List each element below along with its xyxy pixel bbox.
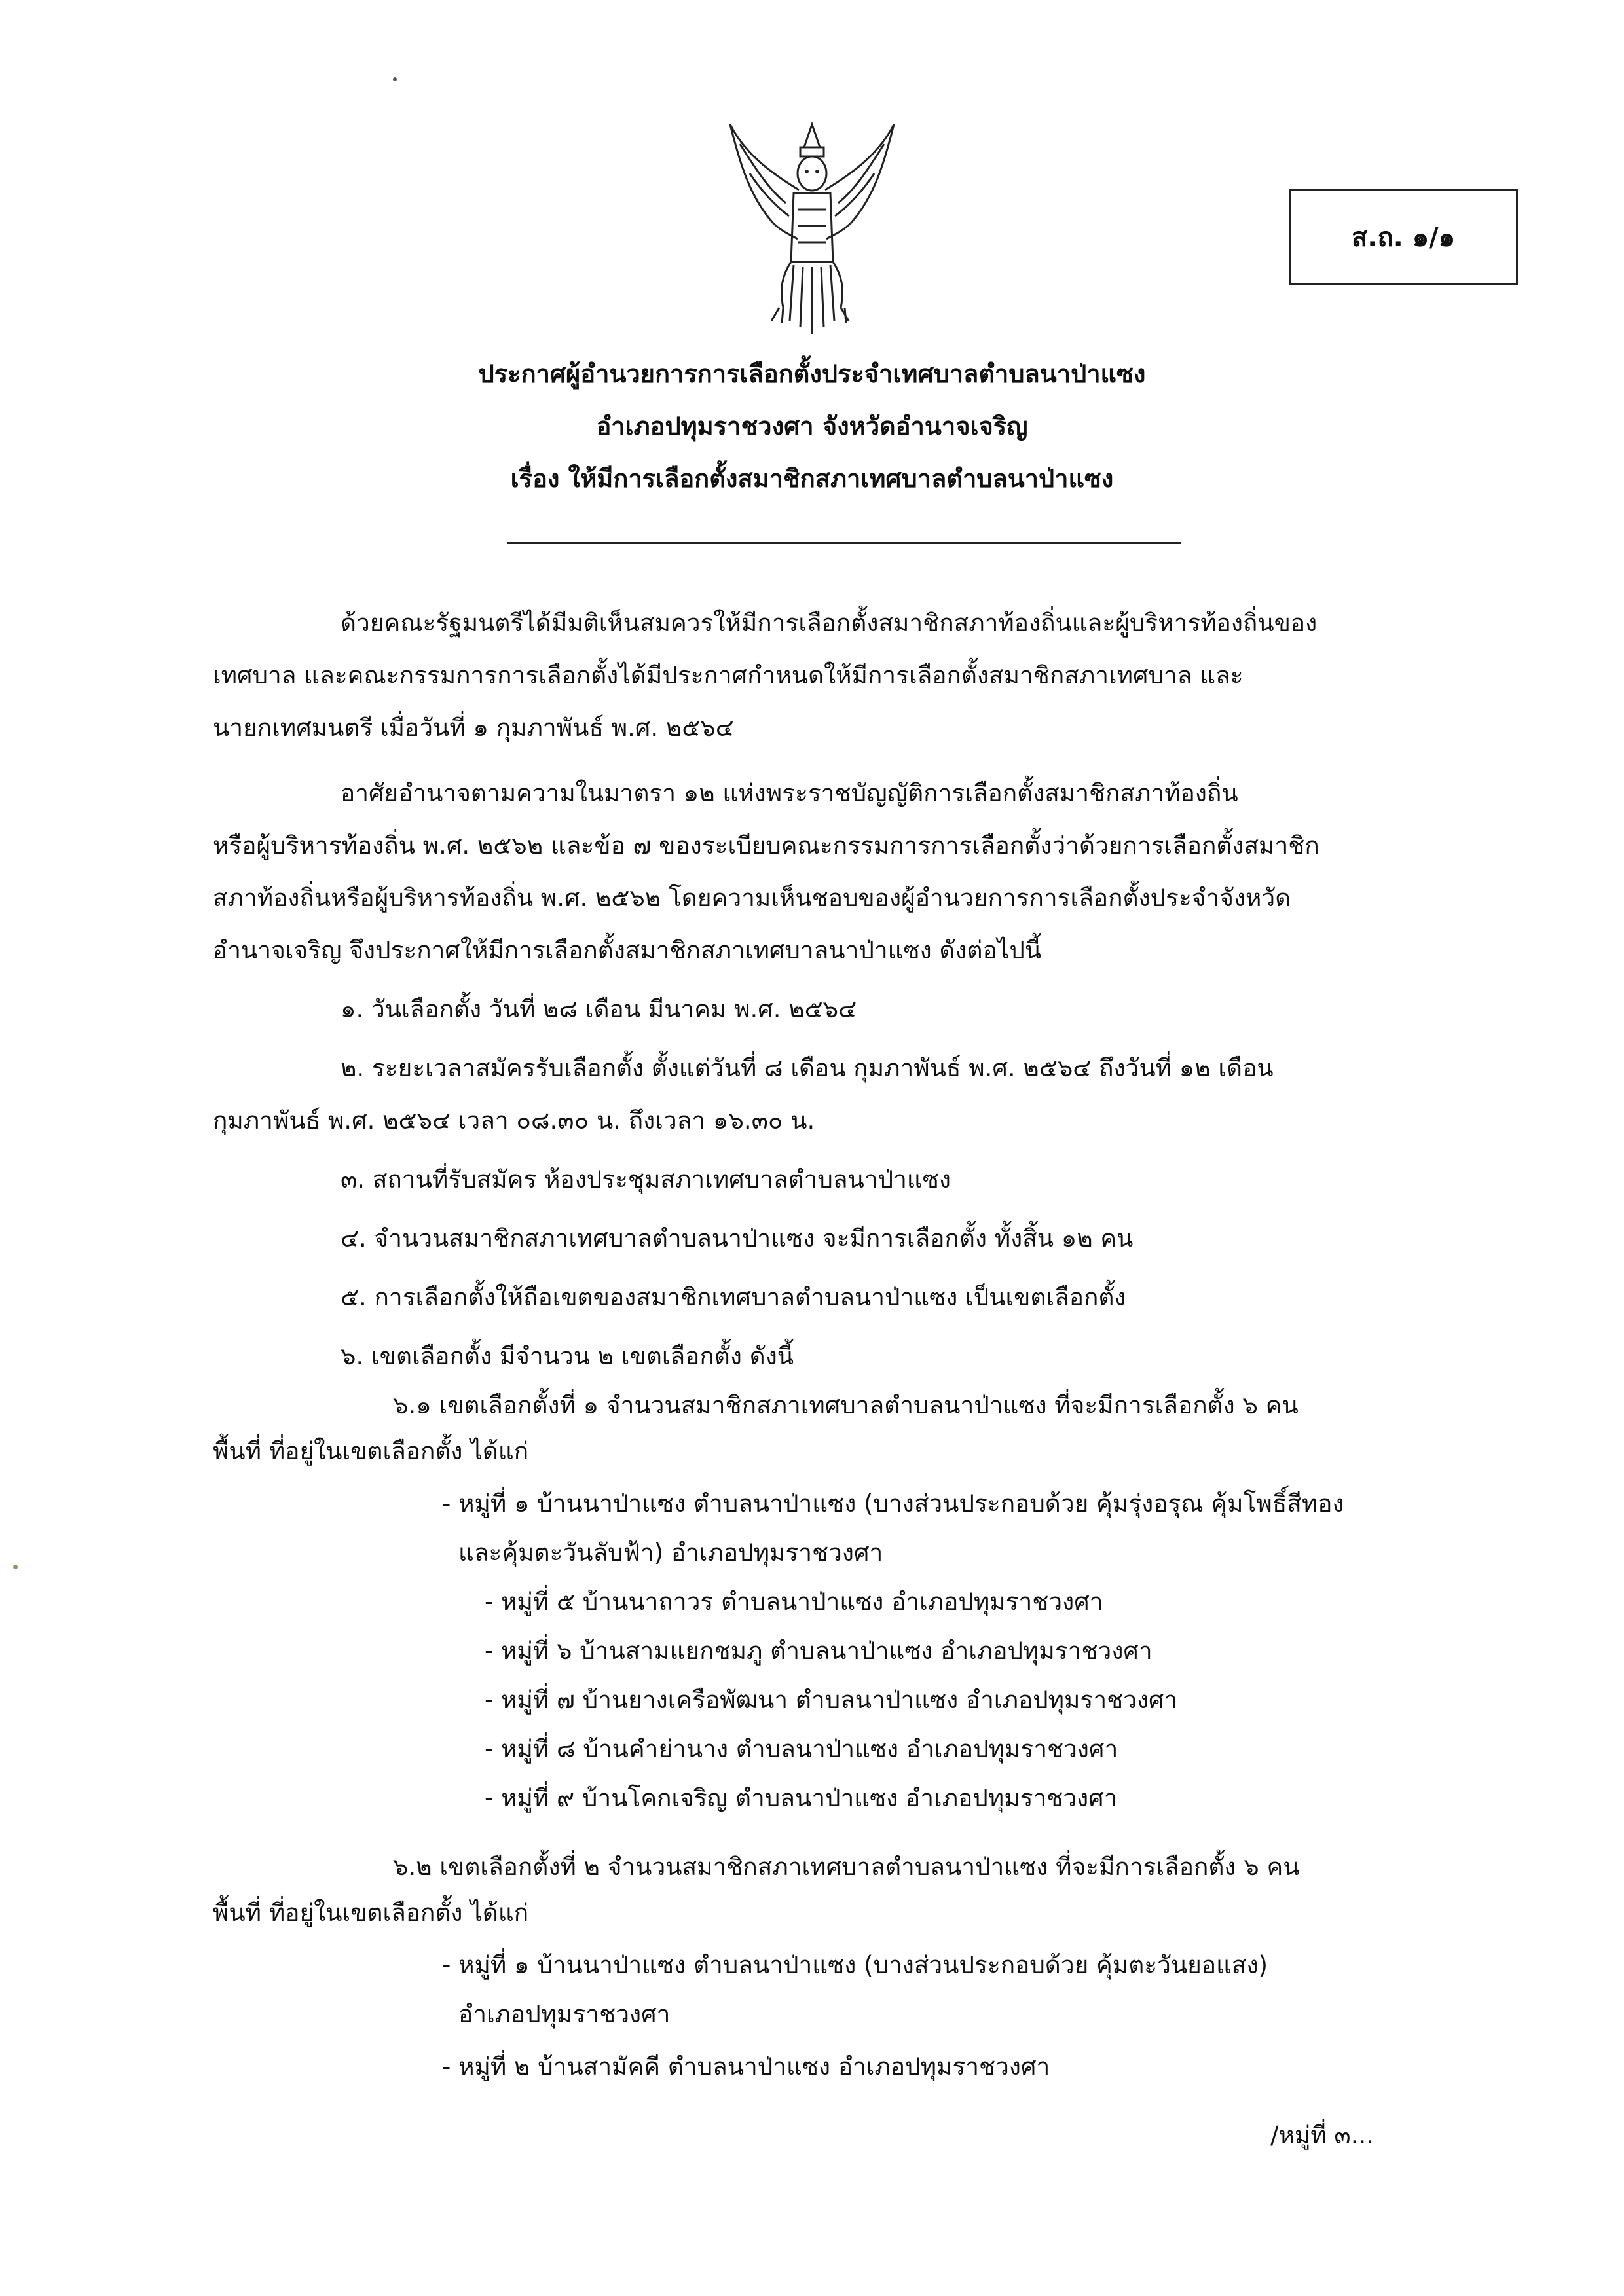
zone-1-village-8: - หมู่ที่ ๘ บ้านคำย่านาง ตำบลนาป่าแซง อำเภอปทุมราชวงศา (485, 1735, 1118, 1763)
paragraph-1-line-2: เทศบาล และคณะกรรมการการเลือกตั้งได้มีประกาศกำหนดให้มีการเลือกตั้งสมาชิกสภาเทศบาล และ (213, 661, 1244, 689)
garuda-emblem (720, 111, 904, 347)
scan-speck (393, 77, 397, 81)
paragraph-1-line-3: นายกเทศมนตรี เมื่อวันที่ ๑ กุมภาพันธ์ พ.ศ. ๒๕๖๔ (213, 714, 734, 742)
zone-1-village-1: - หมู่ที่ ๑ บ้านนาป่าแซง ตำบลนาป่าแซง (บางส่วนประกอบด้วย คุ้มรุ่งอรุณ คุ้มโพธิ์สีทอง (442, 1489, 1344, 1518)
item-2-application-period-cont: กุมภาพันธ์ พ.ศ. ๒๕๖๔ เวลา ๐๘.๓๐ น. ถึงเวลา ๑๖.๓๐ น. (213, 1106, 815, 1135)
zone-2-village-1: - หมู่ที่ ๑ บ้านนาป่าแซง ตำบลนาป่าแซง (บางส่วนประกอบด้วย คุ้มตะวันยอแสง) (442, 1951, 1268, 1979)
heading-divider (507, 542, 1181, 544)
item-1-election-date: ๑. วันเลือกตั้ง วันที่ ๒๘ เดือน มีนาคม พ.ศ. ๒๕๖๔ (341, 995, 857, 1023)
continuation-marker: /หมู่ที่ ๓... (1270, 2121, 1374, 2149)
zone-1-village-7: - หมู่ที่ ๗ บ้านยางเครือพัฒนา ตำบลนาป่าแซง อำเภอปทุมราชวงศา (485, 1686, 1178, 1714)
item-5-constituency: ๕. การเลือกตั้งให้ถือเขตของสมาชิกเทศบาลตำบลนาป่าแซง เป็นเขตเลือกตั้ง (341, 1283, 1126, 1311)
zone-1-area: พื้นที่ ที่อยู่ในเขตเลือกตั้ง ได้แก่ (213, 1437, 529, 1465)
paragraph-2-line-2: หรือผู้บริหารท้องถิ่น พ.ศ. ๒๕๖๒ และข้อ ๗ ของระเบียบคณะกรรมการการเลือกตั้งว่าด้วยการเลือกตั้งสมาชิก (213, 831, 1320, 860)
zone-1-village-5: - หมู่ที่ ๕ บ้านนาถาวร ตำบลนาป่าแซง อำเภอปทุมราชวงศา (485, 1588, 1103, 1616)
paragraph-2-line-3: สภาท้องถิ่นหรือผู้บริหารท้องถิ่น พ.ศ. ๒๕๖๒ โดยความเห็นชอบของผู้อำนวยการการเลือกตั้งประจำจังหวัด (213, 884, 1291, 912)
item-2-application-period: ๒. ระยะเวลาสมัครรับเลือกตั้ง ตั้งแต่วันที่ ๘ เดือน กุมภาพันธ์ พ.ศ. ๒๕๖๔ ถึงวันที่ ๑๒ เดือน (341, 1054, 1274, 1082)
scan-speck (13, 1565, 18, 1569)
zone-2-village-1-cont: อำเภอปทุมราชวงศา (458, 2000, 671, 2028)
announcement-title: ประกาศผู้อำนวยการการเลือกตั้งประจำเทศบาลตำบลนาป่าแซง (478, 359, 1146, 388)
zone-2-village-2: - หมู่ที่ ๒ บ้านสามัคคี ตำบลนาป่าแซง อำเภอปทุมราชวงศา (442, 2052, 1050, 2081)
form-code: ส.ถ. ๑/๑ (1351, 223, 1456, 253)
paragraph-2-line-4: อำนาจเจริญ จึงประกาศให้มีการเลือกตั้งสมาชิกสภาเทศบาลนาป่าแซง ดังต่อไปนี้ (213, 936, 1042, 964)
item-6-districts: ๖. เขตเลือกตั้ง มีจำนวน ๒ เขตเลือกตั้ง ดังนี้ (341, 1342, 794, 1370)
paragraph-1-line-1: ด้วยคณะรัฐมนตรีได้มีมติเห็นสมควรให้มีการเลือกตั้งสมาชิกสภาท้องถิ่นและผู้บริหารท้องถิ่นของ (341, 609, 1318, 637)
form-code-box (1289, 189, 1518, 285)
zone-2-area: พื้นที่ ที่อยู่ในเขตเลือกตั้ง ได้แก่ (213, 1899, 529, 1927)
paragraph-2-line-1: อาศัยอำนาจตามความในมาตรา ๑๒ แห่งพระราชบัญญัติการเลือกตั้งสมาชิกสภาท้องถิ่น (341, 779, 1238, 807)
item-4-member-count: ๔. จำนวนสมาชิกสภาเทศบาลตำบลนาป่าแซง จะมีการเลือกตั้ง ทั้งสิ้น ๑๒ คน (341, 1224, 1134, 1252)
item-3-application-place: ๓. สถานที่รับสมัคร ห้องประชุมสภาเทศบาลตำบลนาป่าแซง (341, 1165, 951, 1194)
zone-1-village-6: - หมู่ที่ ๖ บ้านสามแยกชมภู ตำบลนาป่าแซง อำเภอปทุมราชวงศา (485, 1637, 1153, 1665)
announcement-location: อำเภอปทุมราชวงศา จังหวัดอำนาจเจริญ (596, 412, 1028, 441)
zone-2-lead: ๖.๒ เขตเลือกตั้งที่ ๒ จำนวนสมาชิกสภาเทศบาลตำบลนาป่าแซง ที่จะมีการเลือกตั้ง ๖ คน (393, 1853, 1300, 1881)
zone-1-village-1-cont: และคุ้มตะวันลับฟ้า) อำเภอปทุมราชวงศา (458, 1539, 883, 1567)
announcement-subject: เรื่อง ให้มีการเลือกตั้งสมาชิกสภาเทศบาลตำบลนาป่าแซง (510, 464, 1114, 493)
zone-1-village-9: - หมู่ที่ ๙ บ้านโคกเจริญ ตำบลนาป่าแซง อำเภอปทุมราชวงศา (485, 1784, 1118, 1812)
zone-1-lead: ๖.๑ เขตเลือกตั้งที่ ๑ จำนวนสมาชิกสภาเทศบาลตำบลนาป่าแซง ที่จะมีการเลือกตั้ง ๖ คน (393, 1391, 1299, 1419)
